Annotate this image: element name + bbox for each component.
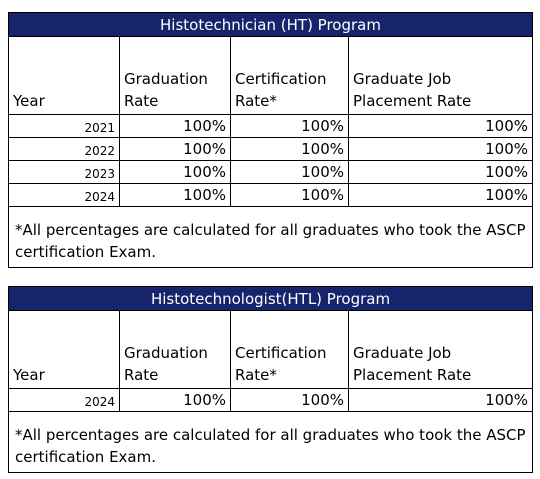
table-row bbox=[9, 184, 533, 207]
year-cell: 2023 bbox=[9, 161, 120, 184]
certification-rate-cell: 100% bbox=[231, 115, 349, 138]
htl-program-table bbox=[8, 286, 533, 473]
table-row bbox=[9, 115, 533, 138]
year-cell: 2021 bbox=[9, 115, 120, 138]
certification-rate-header: Certification Rate* bbox=[231, 311, 349, 389]
job-placement-rate-header: Graduate Job Placement Rate bbox=[349, 311, 533, 389]
footnote: *All percentages are calculated for all graduates who took the ASCP certification Exam. bbox=[9, 412, 533, 473]
job-placement-rate-cell: 100% bbox=[349, 389, 533, 412]
certification-rate-cell: 100% bbox=[231, 184, 349, 207]
job-placement-rate-cell: 100% bbox=[349, 184, 533, 207]
job-placement-rate-cell: 100% bbox=[349, 115, 533, 138]
graduation-rate-cell: 100% bbox=[120, 138, 231, 161]
graduation-rate-cell: 100% bbox=[120, 161, 231, 184]
table-title: Histotechnician (HT) Program bbox=[9, 13, 533, 37]
certification-rate-cell: 100% bbox=[231, 389, 349, 412]
graduation-rate-header: Graduation Rate bbox=[120, 37, 231, 115]
graduation-rate-cell: 100% bbox=[120, 389, 231, 412]
year-cell: 2024 bbox=[9, 389, 120, 412]
job-placement-rate-cell: 100% bbox=[349, 161, 533, 184]
certification-rate-cell: 100% bbox=[231, 161, 349, 184]
table-row bbox=[9, 138, 533, 161]
table-row bbox=[9, 161, 533, 184]
year-header: Year bbox=[9, 37, 120, 115]
footnote: *All percentages are calculated for all graduates who took the ASCP certification Exam. bbox=[9, 207, 533, 268]
table-row bbox=[9, 389, 533, 412]
graduation-rate-header: Graduation Rate bbox=[120, 311, 231, 389]
ht-program-table bbox=[8, 12, 533, 268]
year-header: Year bbox=[9, 311, 120, 389]
year-cell: 2024 bbox=[9, 184, 120, 207]
table-title: Histotechnologist(HTL) Program bbox=[9, 287, 533, 311]
job-placement-rate-cell: 100% bbox=[349, 138, 533, 161]
job-placement-rate-header: Graduate Job Placement Rate bbox=[349, 37, 533, 115]
certification-rate-header: Certification Rate* bbox=[231, 37, 349, 115]
year-cell: 2022 bbox=[9, 138, 120, 161]
certification-rate-cell: 100% bbox=[231, 138, 349, 161]
graduation-rate-cell: 100% bbox=[120, 115, 231, 138]
graduation-rate-cell: 100% bbox=[120, 184, 231, 207]
